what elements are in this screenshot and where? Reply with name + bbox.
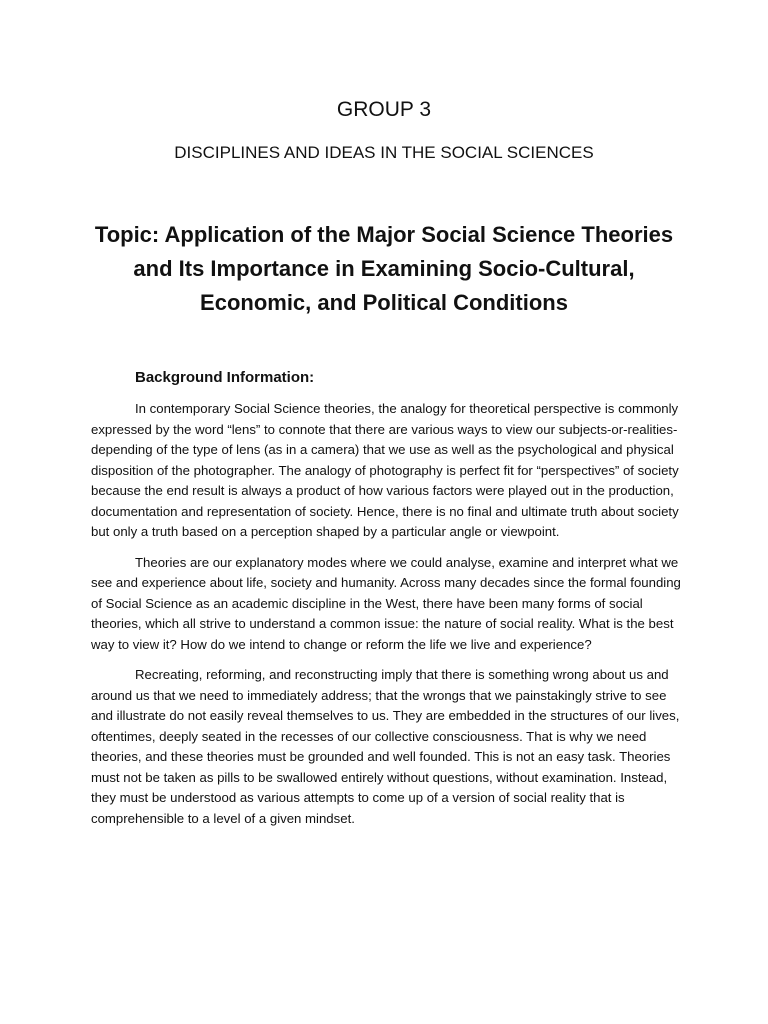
paragraph: In contemporary Social Science theories, the analogy for theoretical perspective is commonly expressed by the word “lens” to connote that there are various ways to view our subjects-or-realities-depending of the type of lens (as in a camera) that we use as well as the psychological and physical disposition of the photographer. The analogy of photography is perfect fit for “perspectives” of society because the end result is always a product of how various factors were played out in the production, documentation and representation of society. Hence, there is no final and ultimate truth about society but only a truth based on a perception shaped by a particular angle or viewpoint. (91, 401, 679, 539)
group-title: GROUP 3 (336, 98, 432, 121)
course-subtitle: DISCIPLINES AND IDEAS IN THE SOCIAL SCIENCES (174, 143, 594, 162)
section-heading: Background Information: (135, 369, 315, 386)
body-text (91, 399, 681, 839)
paragraph: Recreating, reforming, and reconstructing imply that there is something wrong about us and around us that we need to immediately address; that the wrongs that we painstakingly strive to see and illustrate do not easily reveal themselves to us. They are embedded in the structures of our lives, oftentimes, deeply seated in the recesses of our collective consciousness. That is why we need theories, and these theories must be grounded and well founded. This is not an easy task. Theories must not be taken as pills to be swallowed entirely without questions, without examination. Instead, they must be understood as various attempts to come up of a version of social reality that is comprehensible to a level of a given mindset. (91, 667, 680, 826)
paragraph: Theories are our explanatory modes where we could analyse, examine and interpret what we see and experience about life, society and humanity. Across many decades since the formal founding of Social Science as an academic discipline in the West, there have been many forms of social theories, which all strive to understand a common issue: the nature of social reality. What is the best way to view it? How do we intend to change or reform the life we live and experience? (91, 554, 681, 652)
topic-title: Topic: Application of the Major Social Science Theories and Its Importance in Examining Socio-Cultural, Economic, and Political Conditions (94, 222, 674, 315)
